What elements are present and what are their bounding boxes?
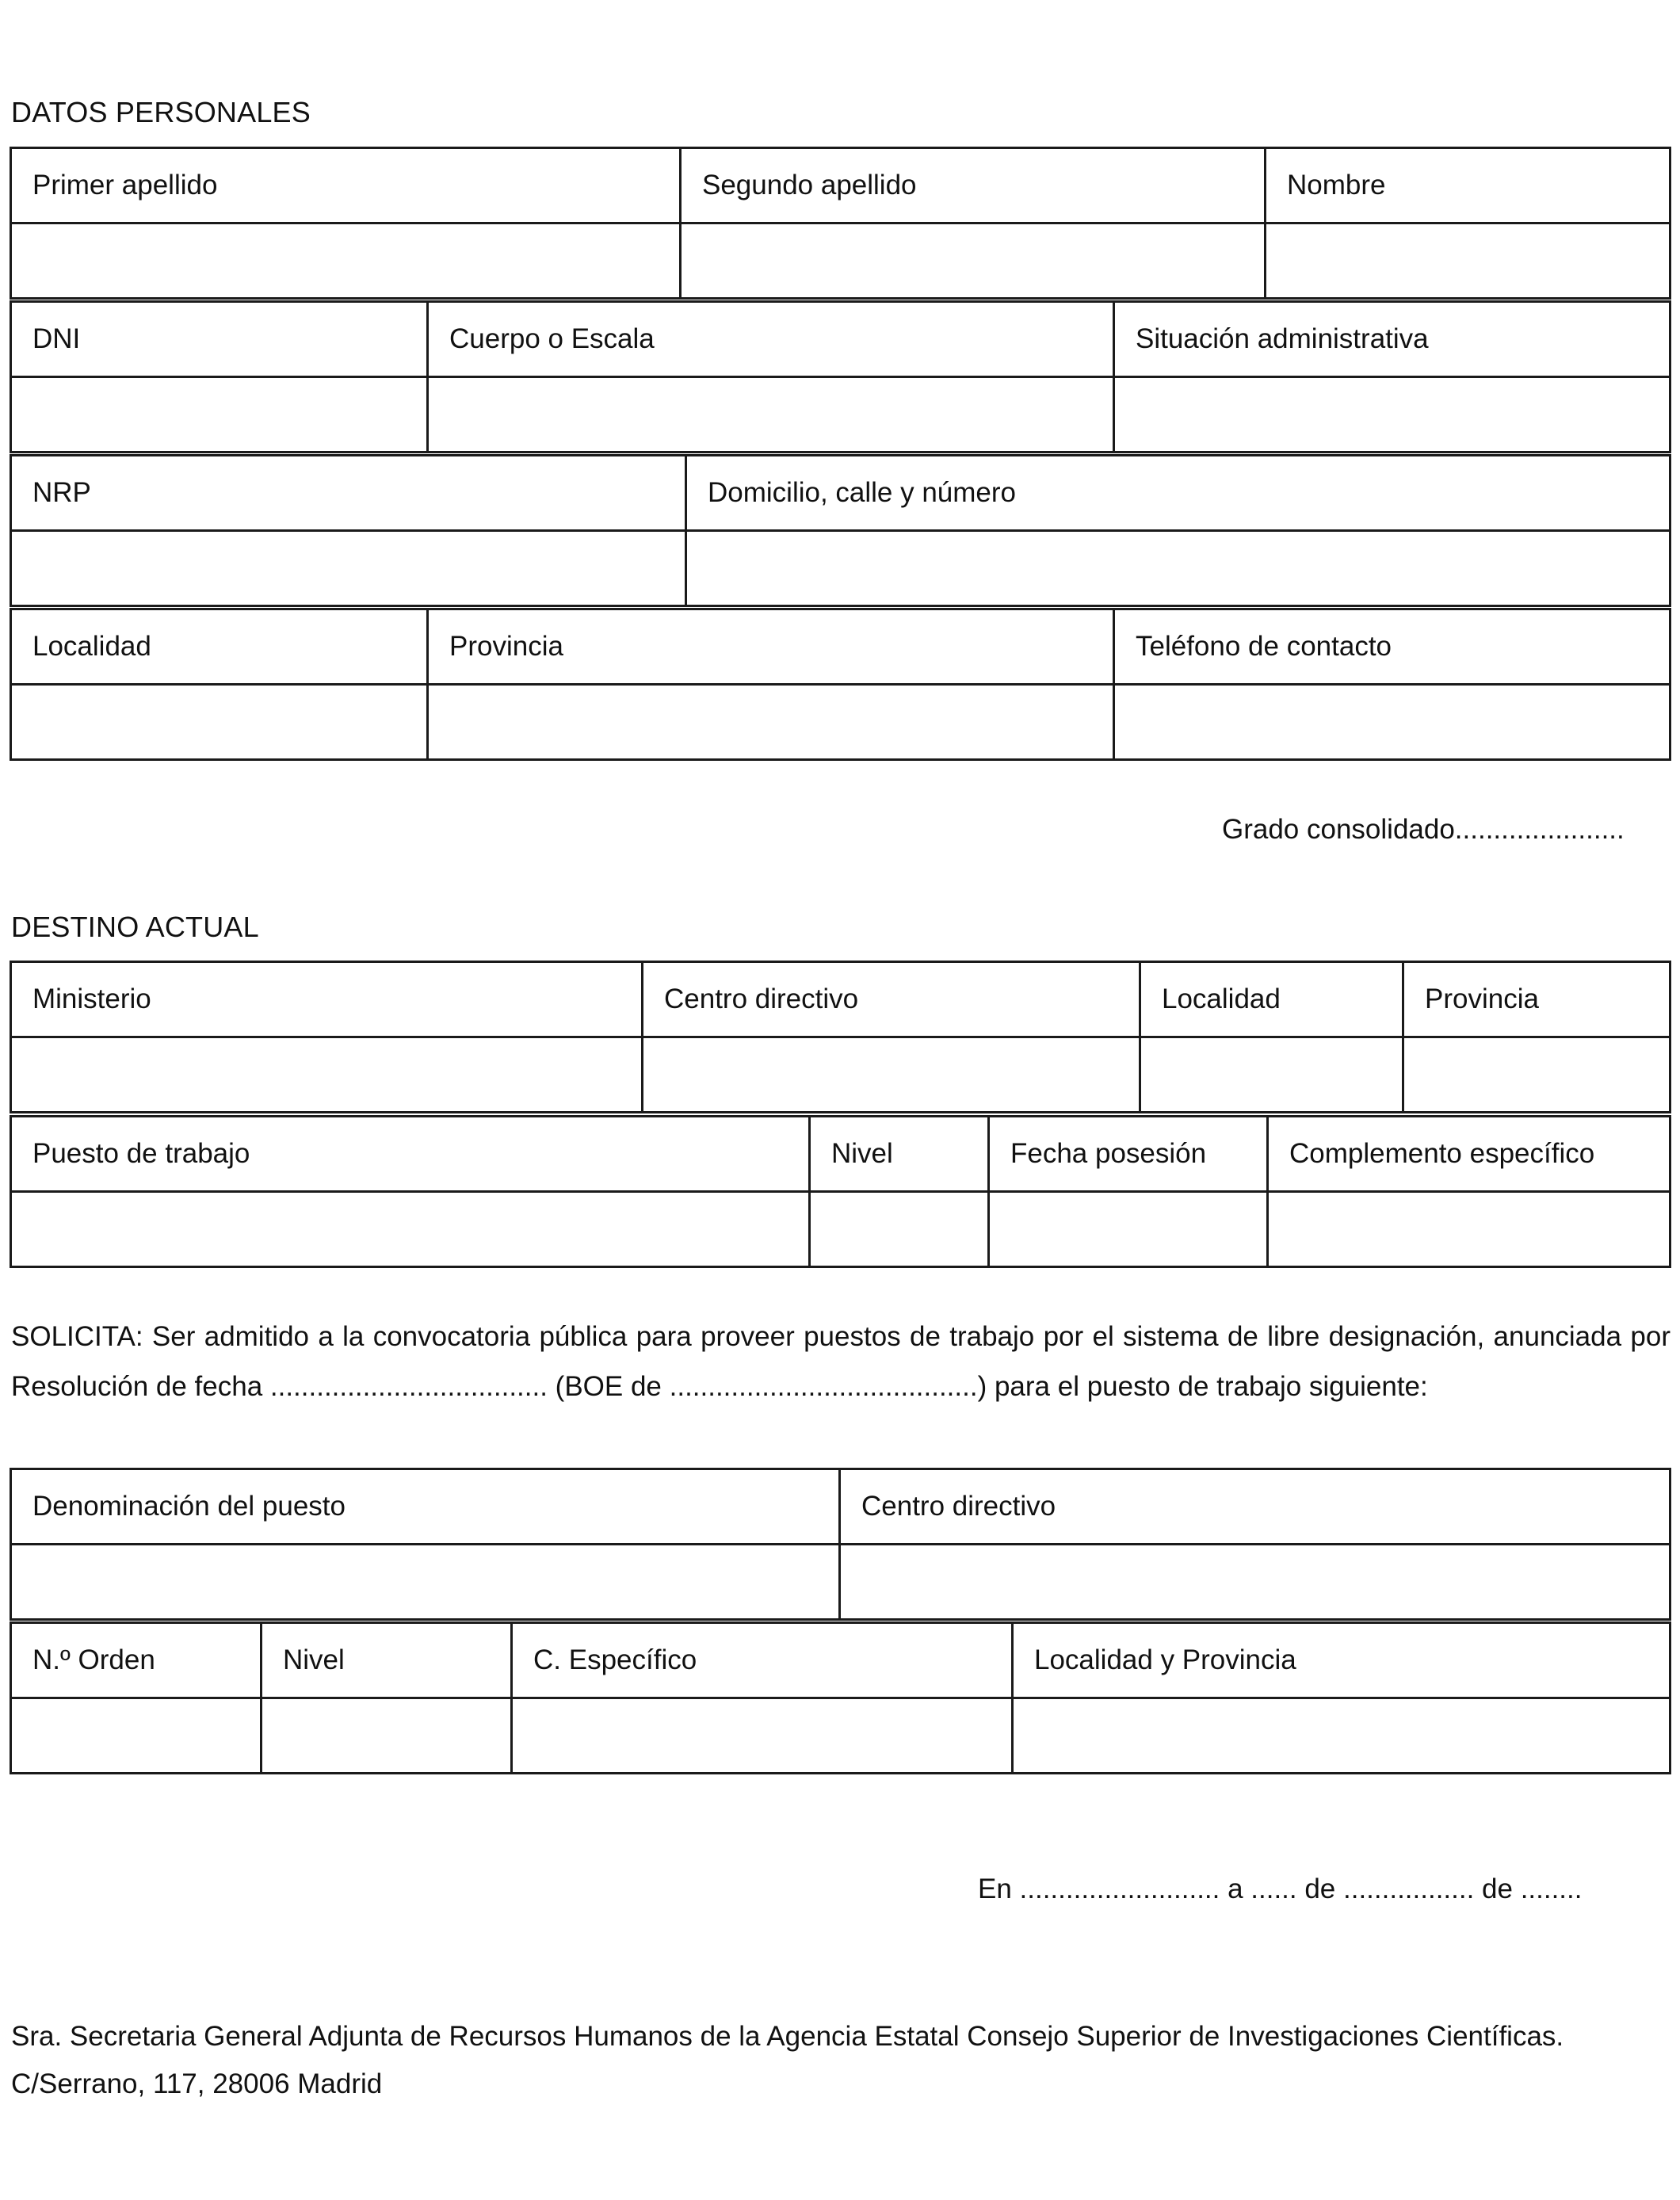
destino-provincia-field[interactable] (1403, 1037, 1670, 1113)
domicilio-label: Domicilio, calle y número (686, 456, 1670, 531)
centro-directivo-field[interactable] (643, 1037, 1140, 1113)
situacion-administrativa-label: Situación administrativa (1114, 302, 1670, 377)
provincia-field[interactable] (428, 685, 1114, 760)
destinatario-line2: C/Serrano, 117, 28006 Madrid (11, 2068, 383, 2099)
fecha-posesion-label: Fecha posesión (989, 1117, 1268, 1192)
destino-actual-heading: DESTINO ACTUAL (11, 911, 259, 943)
provincia-label: Provincia (428, 609, 1114, 685)
primer-apellido-label: Primer apellido (11, 148, 681, 223)
localidad-label: Localidad (11, 609, 428, 685)
situacion-administrativa-field[interactable] (1114, 377, 1670, 453)
numero-orden-field[interactable] (11, 1698, 262, 1774)
destino-provincia-label: Provincia (1403, 962, 1670, 1037)
destino-localidad-label: Localidad (1140, 962, 1403, 1037)
segundo-apellido-label: Segundo apellido (681, 148, 1266, 223)
puesto-centro-directivo-label: Centro directivo (840, 1469, 1670, 1545)
datos-personales-row3-table (10, 454, 1671, 607)
puesto-trabajo-field[interactable] (11, 1192, 810, 1267)
destino-actual-row1-table (10, 961, 1671, 1113)
domicilio-field[interactable] (686, 531, 1670, 606)
dni-label: DNI (11, 302, 428, 377)
datos-personales-row4-table (10, 608, 1671, 761)
denominacion-puesto-label: Denominación del puesto (11, 1469, 840, 1545)
localidad-provincia-label: Localidad y Provincia (1013, 1623, 1670, 1698)
numero-orden-label: N.º Orden (11, 1623, 262, 1698)
telefono-field[interactable] (1114, 685, 1670, 760)
nrp-field[interactable] (11, 531, 686, 606)
cuerpo-escala-field[interactable] (428, 377, 1114, 453)
puesto-nivel-label: Nivel (262, 1623, 512, 1698)
destino-localidad-field[interactable] (1140, 1037, 1403, 1113)
ministerio-label: Ministerio (11, 962, 643, 1037)
destinatario-line1: Sra. Secretaria General Adjunta de Recursos Humanos de la Agencia Estatal Consejo Superior de Investigaciones Científicas. (11, 2021, 1564, 2052)
complemento-especifico-field[interactable] (1268, 1192, 1670, 1267)
c-especifico-label: C. Específico (512, 1623, 1013, 1698)
nrp-label: NRP (11, 456, 686, 531)
c-especifico-field[interactable] (512, 1698, 1013, 1774)
telefono-label: Teléfono de contacto (1114, 609, 1670, 685)
centro-directivo-label: Centro directivo (643, 962, 1140, 1037)
grado-consolidado: Grado consolidado...................... (1222, 814, 1625, 845)
localidad-provincia-field[interactable] (1013, 1698, 1670, 1774)
datos-personales-heading: DATOS PERSONALES (11, 96, 311, 128)
fecha-firma-line: En .......................... a ...... de ................. de ........ (978, 1873, 1583, 1904)
denominacion-puesto-field[interactable] (11, 1545, 840, 1620)
datos-personales-row2-table (10, 300, 1671, 453)
nombre-field[interactable] (1266, 223, 1670, 299)
puesto-row2-table (10, 1621, 1671, 1774)
puesto-nivel-field[interactable] (262, 1698, 512, 1774)
solicita-paragraph: SOLICITA: Ser admitido a la convocatoria pública para proveer puestos de trabajo por el sistema de libre designación, anunciada por Resolución de fecha .................................... (BOE de ........................................) para el puesto de trabajo siguiente: (11, 1321, 1670, 1402)
puesto-trabajo-label: Puesto de trabajo (11, 1117, 810, 1192)
complemento-especifico-label: Complemento específico (1268, 1117, 1670, 1192)
puesto-row1-table (10, 1468, 1671, 1621)
dni-field[interactable] (11, 377, 428, 453)
primer-apellido-field[interactable] (11, 223, 681, 299)
localidad-field[interactable] (11, 685, 428, 760)
ministerio-field[interactable] (11, 1037, 643, 1113)
nivel-field[interactable] (810, 1192, 989, 1267)
destino-actual-row2-table (10, 1115, 1671, 1268)
fecha-posesion-field[interactable] (989, 1192, 1268, 1267)
datos-personales-row1-table (10, 147, 1671, 300)
puesto-centro-directivo-field[interactable] (840, 1545, 1670, 1620)
cuerpo-escala-label: Cuerpo o Escala (428, 302, 1114, 377)
nombre-label: Nombre (1266, 148, 1670, 223)
nivel-label: Nivel (810, 1117, 989, 1192)
segundo-apellido-field[interactable] (681, 223, 1266, 299)
